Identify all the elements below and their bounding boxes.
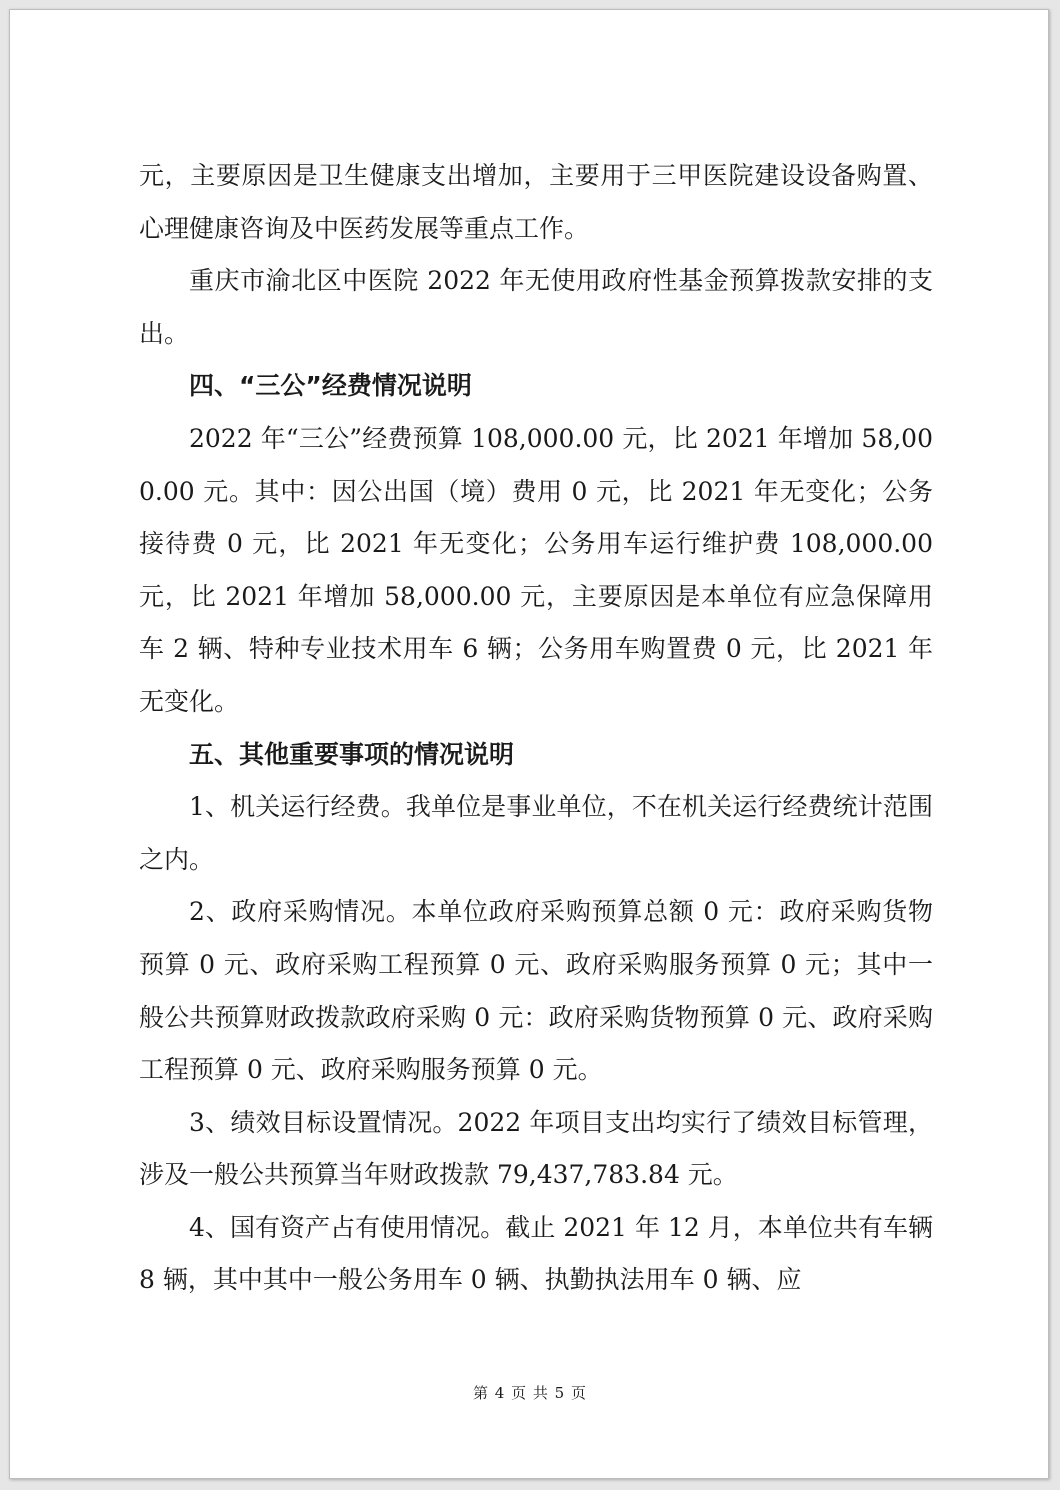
document-body bbox=[139, 150, 933, 1307]
paragraph-government-procurement: 2、政府采购情况。本单位政府采购预算总额 0 元：政府采购货物预算 0 元、政府采购工程预算 0 元、政府采购服务预算 0 元；其中一般公共预算财政拨款政府采购 0 元：政府采购货物预算 0 元、政府采购工程预算 0 元、政府采购服务预算 0 元。 bbox=[139, 897, 933, 1085]
paragraph-continuation: 元，主要原因是卫生健康支出增加，主要用于三甲医院建设设备购置、心理健康咨询及中医药发展等重点工作。 bbox=[139, 161, 933, 243]
paragraph-operating-expenses: 1、机关运行经费。我单位是事业单位，不在机关运行经费统计范围之内。 bbox=[139, 792, 933, 874]
page-number-footer: 第 4 页 共 5 页 bbox=[473, 1384, 587, 1402]
section-heading-other-matters: 五、其他重要事项的情况说明 bbox=[189, 739, 515, 769]
paragraph-performance-targets: 3、绩效目标设置情况。2022 年项目支出均实行了绩效目标管理，涉及一般公共预算当年财政拨款 79,437,783.84 元。 bbox=[139, 1107, 933, 1190]
paragraph-three-public-expenses: 2022 年“三公”经费预算 108,000.00 元，比 2021 年增加 58,000.00 元。其中：因公出国（境）费用 0 元，比 2021 年无变化；公务接待费 0 元，比 2021 年无变化；公务用车运行维护费 108,000.00 元，比 2021 年增加 58,000.00 元，主要原因是本单位有应急保障用车 2 辆、特种专业技术用车 6 辆；公务用车购置费 0 元，比 2021 年无变化。 bbox=[139, 423, 933, 716]
paragraph-state-assets: 4、国有资产占有使用情况。截止 2021 年 12 月，本单位共有车辆 8 辆，其中其中一般公务用车 0 辆、执勤执法用车 0 辆、应 bbox=[139, 1212, 933, 1295]
document-page bbox=[9, 9, 1049, 1479]
section-heading-three-public: 四、“三公”经费情况说明 bbox=[189, 371, 472, 401]
paragraph-government-fund: 重庆市渝北区中医院 2022 年无使用政府性基金预算拨款安排的支出。 bbox=[139, 266, 933, 348]
